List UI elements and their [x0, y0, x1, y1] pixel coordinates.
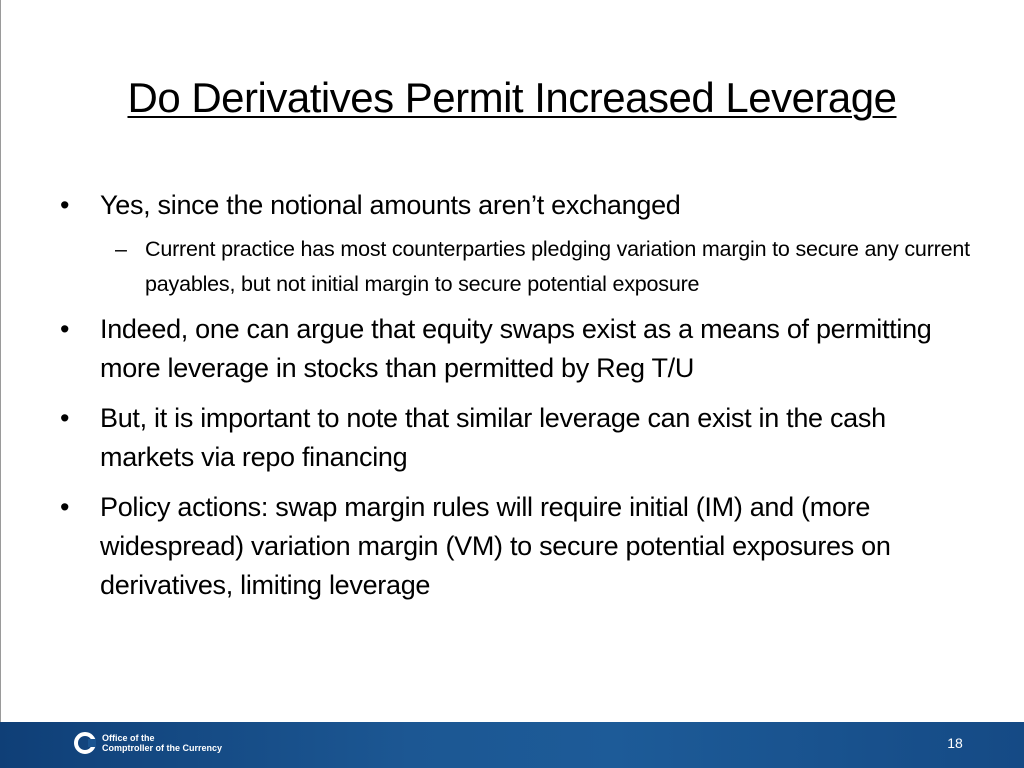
occ-logo — [74, 732, 222, 754]
bullet-glyph: • — [60, 492, 70, 522]
bullet-text: But, it is important to note that similar leverage can exist in the cash markets via repo financing — [100, 403, 886, 472]
bullet-text: Policy actions: swap margin rules will require initial (IM) and (more widespread) variation margin (VM) to secure potential exposures on derivatives, limiting leverage — [100, 492, 891, 600]
sub-bullet-glyph: – — [115, 237, 127, 261]
bullet-glyph: • — [60, 314, 70, 344]
bullet-text: Yes, since the notional amounts aren’t exchanged — [100, 190, 681, 220]
bullet-item — [60, 186, 980, 225]
bullet-item — [60, 399, 980, 477]
bullet-glyph: • — [60, 403, 70, 433]
sub-bullet-text: Current practice has most counterparties pledging variation margin to secure any current payables, but not initial margin to secure potential exposure — [145, 237, 970, 296]
logo-line-1: Office of the — [102, 733, 155, 743]
bullet-text: Indeed, one can argue that equity swaps exist as a means of permitting more leverage in stocks than permitted by Reg T/U — [100, 314, 932, 383]
page-number: 18 — [947, 735, 963, 751]
bullet-item — [60, 310, 980, 388]
logo-text — [102, 733, 222, 753]
sub-bullet-item — [60, 232, 980, 302]
slide-title: Do Derivatives Permit Increased Leverage — [127, 74, 897, 121]
logo-line-2: Comptroller of the Currency — [102, 743, 223, 753]
bullet-glyph: • — [60, 190, 70, 220]
bullet-item — [60, 488, 980, 605]
slide-body — [60, 186, 980, 616]
occ-logo-icon — [74, 732, 96, 754]
